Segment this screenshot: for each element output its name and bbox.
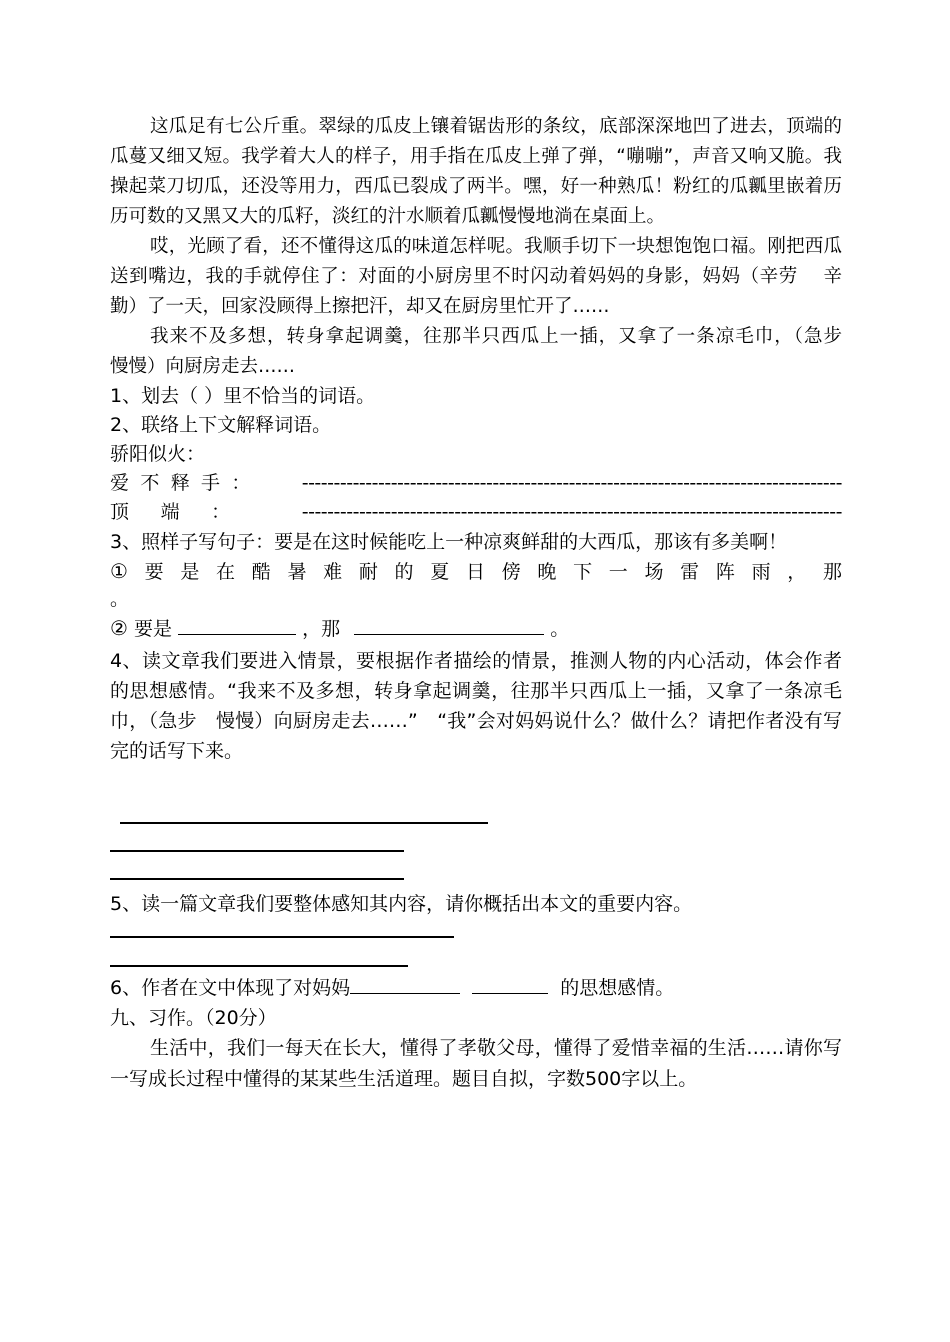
essay-prompt: 生活中，我们一每天在长大，懂得了孝敬父母，懂得了爱惜幸福的生活……请你写一写成长过程中懂得的某某些生活道理。题目自拟，字数500字以上。 bbox=[110, 1037, 842, 1090]
example-2-text: ，那 bbox=[302, 618, 341, 640]
example-2-text: 。 bbox=[550, 618, 570, 640]
example-char: 一 bbox=[608, 561, 628, 583]
example-char: 酷 bbox=[251, 561, 271, 583]
example-char: 要 bbox=[144, 561, 164, 583]
example-char: 雷 bbox=[680, 561, 700, 583]
essay-heading: 九、习作。（20分） bbox=[110, 1007, 277, 1029]
question-6-text: 6、作者在文中体现了对妈妈 bbox=[110, 977, 351, 999]
answer-blank[interactable] bbox=[178, 614, 296, 635]
term-char: 顶 bbox=[110, 501, 130, 523]
answer-line[interactable] bbox=[110, 878, 404, 880]
example-2-mark: ② bbox=[110, 616, 128, 640]
term-char: 手 bbox=[201, 472, 221, 494]
example-char: 在 bbox=[216, 561, 236, 583]
example-char: 是 bbox=[180, 561, 200, 583]
passage-paragraph-2: 哎，光顾了看，还不懂得这瓜的味道怎样呢。我顺手切下一块想饱饱口福。刚把西瓜送到嘴边，我的手就停住了：对面的小厨房里不时闪动着妈妈的身影，妈妈（辛劳 辛勤）了一天，回家没顾得上擦把汗，却又在厨房里忙开了…… bbox=[110, 236, 842, 317]
essay-section bbox=[110, 1004, 842, 1095]
example-char: 雨 bbox=[751, 561, 771, 583]
example-char: 耐 bbox=[358, 561, 378, 583]
example-char: 难 bbox=[323, 561, 343, 583]
example-char: 日 bbox=[465, 561, 485, 583]
term-dingduan-row bbox=[110, 498, 842, 527]
answer-line[interactable] bbox=[110, 936, 454, 938]
term-char: ： bbox=[231, 472, 251, 494]
term-char: 不 bbox=[140, 472, 160, 494]
answer-line[interactable] bbox=[110, 850, 404, 852]
term-aibushishou-row bbox=[110, 469, 842, 498]
term-char: 爱 bbox=[110, 472, 130, 494]
example-char: 下 bbox=[573, 561, 593, 583]
answer-line[interactable] bbox=[110, 965, 408, 967]
answer-blank[interactable] bbox=[350, 973, 460, 994]
example-char: 暑 bbox=[287, 561, 307, 583]
question-3: 3、照样子写句子：要是在这时候能吃上一种凉爽鲜甜的大西瓜，那该有多美啊！ bbox=[110, 531, 788, 553]
example-1-row bbox=[110, 557, 842, 587]
example-char: 晚 bbox=[537, 561, 557, 583]
passage-paragraph-3: 我来不及多想，转身拿起调羹，往那半只西瓜上一插，又拿了一条凉毛巾，（急步 慢慢）向厨房走去…… bbox=[110, 326, 861, 377]
answer-dashes[interactable]: ------------------------------------------------------------------------------------- bbox=[301, 472, 842, 494]
question-2: 2、联络上下文解释词语。 bbox=[110, 414, 332, 436]
example-char: ， bbox=[787, 561, 807, 583]
answer-blank[interactable] bbox=[472, 973, 548, 994]
answer-blank[interactable] bbox=[354, 614, 544, 635]
example-char: 的 bbox=[394, 561, 414, 583]
term-char: 端 bbox=[160, 501, 180, 523]
term-char: ： bbox=[211, 501, 231, 523]
worksheet-page bbox=[110, 112, 861, 766]
passage-paragraph-1: 这瓜足有七公斤重。翠绿的瓜皮上镶着锯齿形的条纹，底部深深地凹了进去，顶端的瓜蔓又细又短。我学着大人的样子，用手指在瓜皮上弹了弹，“嘣嘣”，声音又响又脆。我操起菜刀切瓜，还没等用力，西瓜已裂成了两半。嘿，好一种熟瓜！粉红的瓜瓤里嵌着历历可数的又黑又大的瓜籽，淡红的汁水顺着瓜瓤慢慢地淌在桌面上。 bbox=[110, 116, 842, 227]
question-1: 1、划去（ ）里不恰当的词语。 bbox=[110, 385, 376, 407]
question-6-row bbox=[110, 973, 850, 1003]
example-char: 傍 bbox=[501, 561, 521, 583]
example-1-mark: ① bbox=[110, 559, 128, 583]
question-5: 5、读一篇文章我们要整体感知其内容，请你概括出本文的重要内容。 bbox=[110, 893, 693, 915]
example-char: 场 bbox=[644, 561, 664, 583]
question-4: 4、读文章我们要进入情景，要根据作者描绘的情景，推测人物的内心活动，体会作者的思想感情。“我来不及多想，转身拿起调羹，往那半只西瓜上一插，又拿了一条凉毛巾，（急步 慢慢）向厨房走去……” “我”会对妈妈说什么？做什么？请把作者没有写完的话写下来。 bbox=[110, 650, 842, 762]
term-jiaoyang: 骄阳似火： bbox=[110, 443, 206, 465]
answer-dashes[interactable]: ------------------------------------------------------------------------------------- bbox=[301, 501, 842, 523]
example-2-row bbox=[110, 611, 842, 646]
answer-line[interactable] bbox=[120, 822, 488, 824]
example-char: 夏 bbox=[430, 561, 450, 583]
term-char: 释 bbox=[170, 472, 190, 494]
example-1-tail: 。 bbox=[110, 588, 130, 610]
example-char: 阵 bbox=[715, 561, 735, 583]
example-2-text: 要是 bbox=[133, 618, 172, 640]
question-6-text: 的思想感情。 bbox=[560, 977, 675, 999]
example-char: 那 bbox=[822, 561, 842, 583]
